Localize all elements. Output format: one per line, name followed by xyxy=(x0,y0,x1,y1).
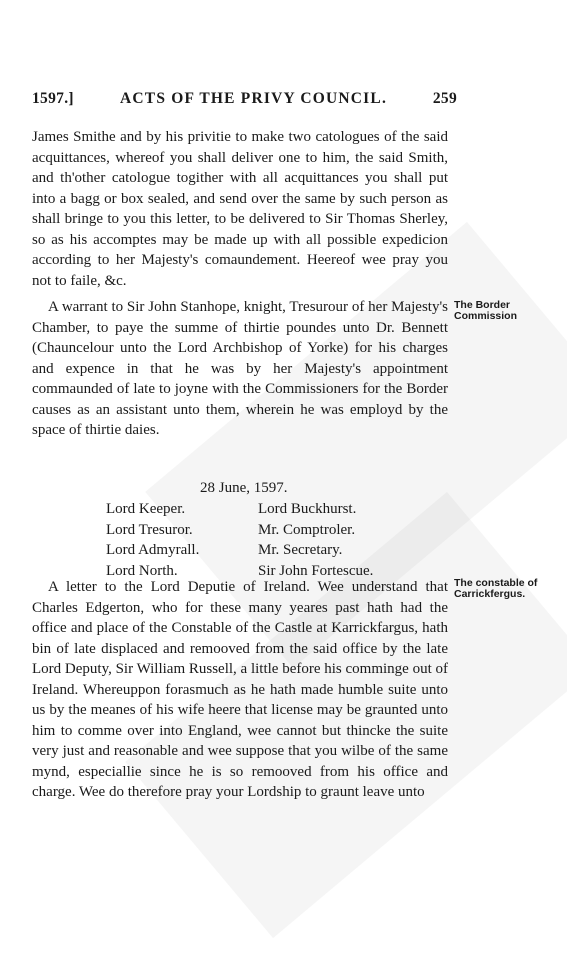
attendee: Lord Buckhurst. xyxy=(258,501,357,517)
attendee-row xyxy=(106,520,406,541)
header-title: ACTS OF THE PRIVY COUNCIL. xyxy=(120,90,388,107)
attendee: Sir John Fortescue. xyxy=(258,562,374,579)
attendee: Lord North. xyxy=(106,562,178,579)
paragraph-text: A letter to the Lord Deputie of Ireland. Wee understand that Charles Edgerton, who for these many yeares past hath had the office and place of the Constable of the Castle at Karrickfargus, hath bin of late displaced and remooved from the said office by the late Lord Deputy, Sir William Russell, a little before his comminge out of Ireland. Whereuppon forasmuch as he hath made humble suite unto us by the meanes of his wife heere that license may be graunted unto him to comme over into England, wee cannot but thincke the suite very just and reasonable and wee suppose that you wilbe of the same mynd, especiallie since he is so remooved from his office and charge. Wee do therefore pray your Lordship to graunt leave unto xyxy=(32,579,448,800)
running-header xyxy=(32,90,457,112)
paragraph-text: James Smithe and by his privitie to make two catologues of the said acquittances, whereof you shall deliver one to him, the said Smith, and th'other catologue togither with all acquittances you shall put into a bagg or box sealed, and send over the same by such person as shall bringe to you this letter, to be delivered to Sir Thomas Sherley, so as his accomptes may be made up with all possible expedicion according to her Majesty's comaundement. Heereof wee pray you not to faile, &c. xyxy=(32,129,448,289)
paragraph-continuation xyxy=(32,127,448,291)
attendee: Lord Tresuror. xyxy=(106,521,193,538)
margin-note: The constable of Carrickfergus. xyxy=(454,577,538,600)
page-number: 259 xyxy=(432,90,457,107)
attendee: Mr. Comptroler. xyxy=(258,521,356,538)
attendee-row xyxy=(106,499,406,520)
margin-note: The Border Commission xyxy=(454,299,518,322)
attendee: Lord Keeper. xyxy=(106,501,186,517)
paragraph-warrant xyxy=(32,297,448,441)
attendee: Mr. Secretary. xyxy=(258,542,343,558)
paragraph-text: A warrant to Sir John Stanhope, knight, Tresurour of her Majesty's Chamber, to paye the summe of thirtie poundes unto Dr. Bennett (Chauncelour unto the Lord Archbishop of Yorke) for his charges and expence in that he was by her Majesty's appointment commaunded of late to joyne with the Commissioners for the Border causes as an assistant unto them, wherein he was employd by the space of thirtie daies. xyxy=(32,299,448,438)
meeting-date: 28 June, 1597. xyxy=(200,480,288,496)
attendee-row xyxy=(106,540,406,561)
attendee: Lord Admyrall. xyxy=(106,542,200,558)
paragraph-letter xyxy=(32,577,448,803)
header-year: 1597.] xyxy=(32,90,74,107)
attendees-list xyxy=(106,499,406,581)
